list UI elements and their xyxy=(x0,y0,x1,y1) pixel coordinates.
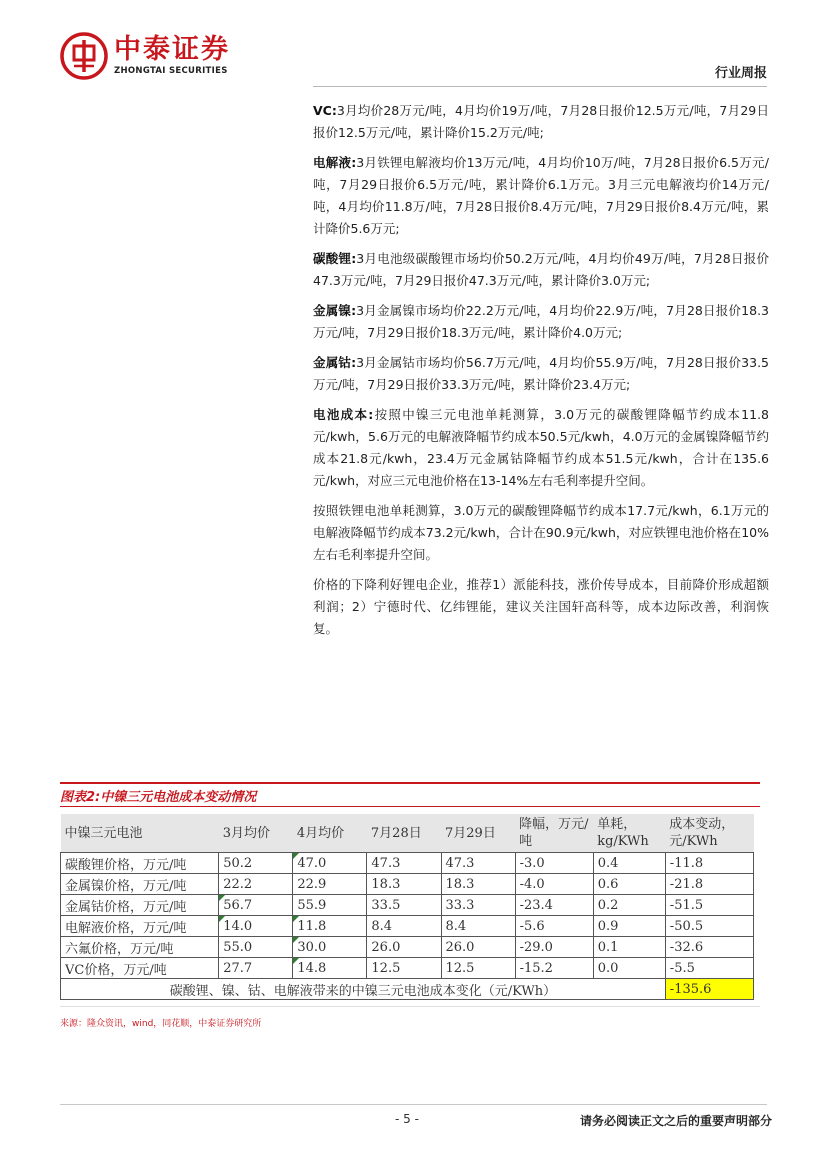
cell-jul28: 33.5 xyxy=(367,895,441,916)
paragraph-text: 价格的下降利好锂电企业，推荐1）派能科技，涨价传导成本，目前降价形成超额利润；2）宁德时代、亿纬锂能，建议关注国轩高科等，成本边际改善，利润恢复。 xyxy=(313,577,769,636)
header-divider xyxy=(313,86,767,87)
cell-usage: 0.1 xyxy=(593,937,665,958)
table-row xyxy=(61,874,754,895)
cell-drop: -29.0 xyxy=(515,937,593,958)
table-header-row xyxy=(61,814,754,853)
cell-jul28: 26.0 xyxy=(367,937,441,958)
paragraph-text: 按照铁锂电池单耗测算，3.0万元的碳酸锂降幅节约成本17.7元/kwh，6.1万元的电解液降幅节约成本73.2元/kwh，合计在90.9元/kwh，对应铁锂电池价格在10%左右毛利率提升空间。 xyxy=(313,503,769,562)
header-cell: 中镍三元电池 xyxy=(61,814,219,853)
source-divider xyxy=(60,1006,760,1007)
table-row xyxy=(61,853,754,874)
cell-usage: 0.0 xyxy=(593,958,665,979)
paragraph-label: 金属镍: xyxy=(313,303,357,318)
figure-title-rule xyxy=(60,806,760,807)
paragraph-nickel xyxy=(313,300,769,344)
figure-top-rule xyxy=(60,782,760,784)
cell-apr: 30.0 xyxy=(293,937,367,958)
cell-apr: 11.8 xyxy=(293,916,367,937)
cell-jul29: 18.3 xyxy=(441,874,515,895)
cell-apr: 14.8 xyxy=(293,958,367,979)
cell-mar: 50.2 xyxy=(219,853,293,874)
cell-apr: 47.0 xyxy=(293,853,367,874)
cell-drop: -23.4 xyxy=(515,895,593,916)
cell-drop: -5.6 xyxy=(515,916,593,937)
row-name: 金属钴价格，万元/吨 xyxy=(61,895,219,916)
row-name: 碳酸锂价格，万元/吨 xyxy=(61,853,219,874)
cell-usage: 0.6 xyxy=(593,874,665,895)
paragraph-vc xyxy=(313,100,769,144)
cell-change: -50.5 xyxy=(665,916,753,937)
footer-disclaimer: 请务必阅读正文之后的重要声明部分 xyxy=(579,1114,772,1128)
row-name: VC价格，万元/吨 xyxy=(61,958,219,979)
company-logo xyxy=(60,32,230,80)
row-name: 电解液价格，万元/吨 xyxy=(61,916,219,937)
cell-drop: -4.0 xyxy=(515,874,593,895)
figure-source: 来源：隆众资讯，wind，同花顺，中泰证券研究所 xyxy=(60,1019,262,1029)
paragraph-text: 3月均价28万元/吨，4月均价19万/吨，7月28日报价12.5万元/吨，7月29日报价12.5万元/吨，累计降价15.2万元/吨; xyxy=(313,103,769,140)
total-value: -135.6 xyxy=(665,979,753,1000)
zhongtai-logo-icon xyxy=(60,32,108,80)
report-type: 行业周报 xyxy=(714,66,767,81)
cell-usage: 0.4 xyxy=(593,853,665,874)
figure-title: 图表2:中镍三元电池成本变动情况 xyxy=(60,790,257,805)
paragraph-label: 电池成本: xyxy=(313,407,374,422)
paragraph-text: 3月金属钴市场均价56.7万元/吨，4月均价55.9万/吨，7月28日报价33.5万元/吨，7月29日报价33.3万元/吨，累计降价23.4万元; xyxy=(313,355,770,392)
cell-jul29: 8.4 xyxy=(441,916,515,937)
body-text xyxy=(313,100,769,648)
paragraph-text: 按照中镍三元电池单耗测算，3.0万元的碳酸锂降幅节约成本11.8元/kwh，5.6万元的电解液降幅节约成本50.5元/kwh，4.0万元的金属镍降幅节约成本21.8元/kwh，23.4万元金属钴降幅节约成本51.5元/kwh，合计在135.6元/kwh，对应三元电池价格在13-14%左右毛利率提升空间。 xyxy=(313,407,769,488)
cell-mar: 14.0 xyxy=(219,916,293,937)
cell-jul29: 47.3 xyxy=(441,853,515,874)
paragraph-lithium-carbonate xyxy=(313,248,769,292)
logo-english-name: ZHONGTAI SECURITIES xyxy=(114,66,228,76)
cell-jul28: 47.3 xyxy=(367,853,441,874)
paragraph-text: 3月金属镍市场均价22.2万元/吨，4月均价22.9万/吨，7月28日报价18.3万元/吨，7月29日报价18.3万元/吨，累计降价4.0万元; xyxy=(313,303,770,340)
cell-drop: -15.2 xyxy=(515,958,593,979)
cell-mar: 27.7 xyxy=(219,958,293,979)
paragraph-recommendation xyxy=(313,574,769,640)
logo-chinese-name: 中泰证券 xyxy=(114,34,230,65)
paragraph-electrolyte xyxy=(313,152,769,240)
cell-change: -11.8 xyxy=(665,853,753,874)
cell-change: -51.5 xyxy=(665,895,753,916)
cell-apr: 55.9 xyxy=(293,895,367,916)
cell-drop: -3.0 xyxy=(515,853,593,874)
cell-jul28: 8.4 xyxy=(367,916,441,937)
row-name: 金属镍价格，万元/吨 xyxy=(61,874,219,895)
cell-mar: 55.0 xyxy=(219,937,293,958)
paragraph-label: 碳酸锂: xyxy=(313,251,357,266)
cell-mar: 56.7 xyxy=(219,895,293,916)
page-number: - 5 - xyxy=(395,1112,419,1126)
header-cell: 成本变动，元/KWh xyxy=(665,814,753,853)
table-row xyxy=(61,895,754,916)
cost-change-table xyxy=(60,814,754,1000)
table-row xyxy=(61,916,754,937)
cell-jul29: 33.3 xyxy=(441,895,515,916)
cell-jul29: 26.0 xyxy=(441,937,515,958)
table-row xyxy=(61,937,754,958)
header-cell: 7月29日 xyxy=(441,814,515,853)
header-cell: 3月均价 xyxy=(219,814,293,853)
paragraph-label: 电解液: xyxy=(313,155,357,170)
cell-change: -21.8 xyxy=(665,874,753,895)
paragraph-text: 3月电池级碳酸锂市场均价50.2万元/吨，4月均价49万/吨，7月28日报价47.3万元/吨，7月29日报价47.3万元/吨，累计降价3.0万元; xyxy=(313,251,769,288)
paragraph-lfp-cost xyxy=(313,500,769,566)
cell-change: -32.6 xyxy=(665,937,753,958)
paragraph-cobalt xyxy=(313,352,769,396)
cell-jul28: 18.3 xyxy=(367,874,441,895)
paragraph-label: VC: xyxy=(313,103,337,118)
header-cell: 7月28日 xyxy=(367,814,441,853)
table-total-row xyxy=(61,979,754,1000)
table-row xyxy=(61,958,754,979)
cell-usage: 0.2 xyxy=(593,895,665,916)
cell-change: -5.5 xyxy=(665,958,753,979)
paragraph-text: 3月铁锂电解液均价13万元/吨，4月均价10万/吨，7月28日报价6.5万元/吨，7月29日报价6.5万元/吨，累计降价6.1万元。3月三元电解液均价14万元/吨，4月均价11.8万/吨，7月28日报价8.4万元/吨，7月29日报价8.4万元/吨，累计降价5.6万元; xyxy=(313,155,770,236)
row-name: 六氟价格，万元/吨 xyxy=(61,937,219,958)
header-cell: 单耗，kg/KWh xyxy=(593,814,665,853)
cell-usage: 0.9 xyxy=(593,916,665,937)
header-cell: 4月均价 xyxy=(293,814,367,853)
cell-apr: 22.9 xyxy=(293,874,367,895)
total-label: 碳酸锂、镍、钴、电解液带来的中镍三元电池成本变化（元/KWh） xyxy=(61,979,666,1000)
paragraph-label: 金属钴: xyxy=(313,355,357,370)
cell-jul29: 12.5 xyxy=(441,958,515,979)
cell-jul28: 12.5 xyxy=(367,958,441,979)
footer-divider xyxy=(60,1104,767,1105)
header-cell: 降幅，万元/吨 xyxy=(515,814,593,853)
cell-mar: 22.2 xyxy=(219,874,293,895)
paragraph-battery-cost xyxy=(313,404,769,492)
